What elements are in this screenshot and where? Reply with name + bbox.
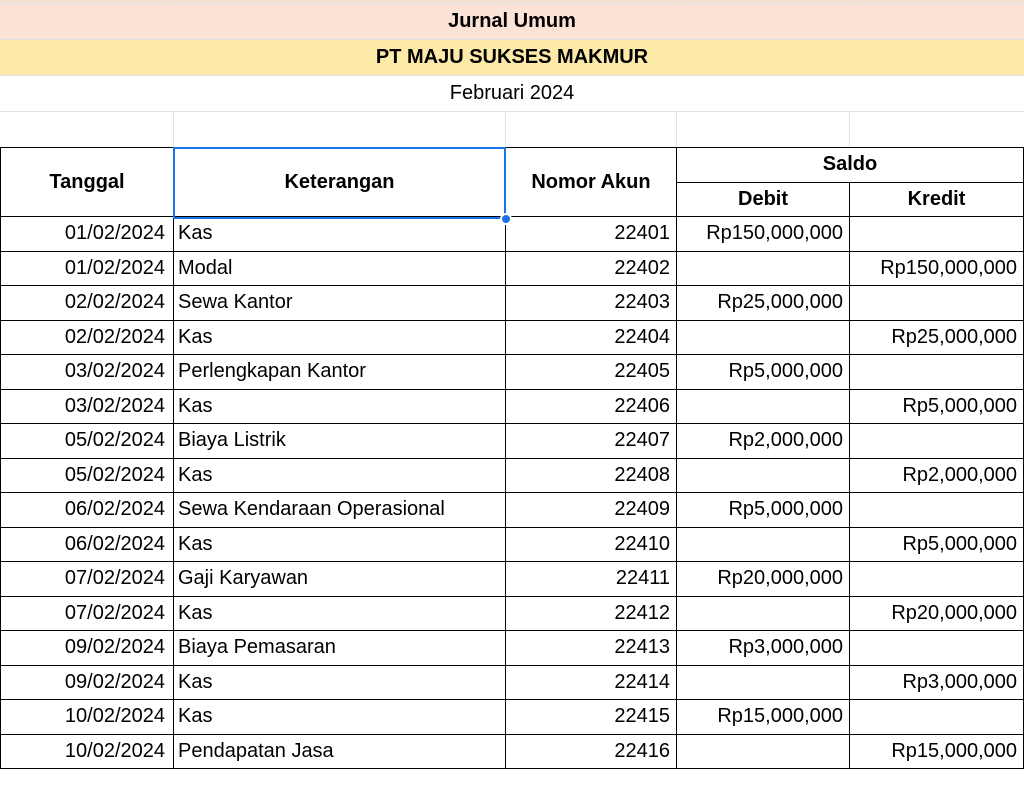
blank-row[interactable]	[0, 112, 1024, 148]
cell-kredit[interactable]	[850, 631, 1024, 666]
cell-debit[interactable]: Rp5,000,000	[677, 355, 850, 390]
cell-kredit[interactable]: Rp5,000,000	[850, 527, 1024, 562]
cell-debit[interactable]: Rp150,000,000	[677, 217, 850, 252]
cell-keterangan[interactable]: Modal	[174, 251, 506, 286]
cell-nomor-akun[interactable]: 22404	[506, 320, 677, 355]
cell-nomor-akun[interactable]: 22413	[506, 631, 677, 666]
col-header-tanggal[interactable]: Tanggal	[1, 148, 174, 217]
table-row	[1, 665, 1024, 700]
cell-tanggal[interactable]: 05/02/2024	[1, 424, 174, 459]
cell-nomor-akun[interactable]: 22408	[506, 458, 677, 493]
cell-nomor-akun[interactable]: 22409	[506, 493, 677, 528]
cell-keterangan[interactable]: Biaya Listrik	[174, 424, 506, 459]
cell-nomor-akun[interactable]: 22401	[506, 217, 677, 252]
cell-kredit[interactable]: Rp15,000,000	[850, 734, 1024, 769]
table-row	[1, 320, 1024, 355]
table-row	[1, 217, 1024, 252]
cell-keterangan[interactable]: Kas	[174, 389, 506, 424]
cell-debit[interactable]	[677, 320, 850, 355]
table-row	[1, 734, 1024, 769]
table-row	[1, 562, 1024, 597]
cell-debit[interactable]	[677, 665, 850, 700]
cell-debit[interactable]: Rp5,000,000	[677, 493, 850, 528]
cell-nomor-akun[interactable]: 22411	[506, 562, 677, 597]
cell-keterangan[interactable]: Kas	[174, 217, 506, 252]
table-row	[1, 389, 1024, 424]
grid-line	[505, 112, 506, 148]
cell-debit[interactable]	[677, 734, 850, 769]
cell-keterangan[interactable]: Pendapatan Jasa	[174, 734, 506, 769]
cell-nomor-akun[interactable]: 22416	[506, 734, 677, 769]
cell-keterangan[interactable]: Kas	[174, 320, 506, 355]
cell-nomor-akun[interactable]: 22406	[506, 389, 677, 424]
journal-title[interactable]: Jurnal Umum	[0, 4, 1024, 40]
cell-tanggal[interactable]: 03/02/2024	[1, 355, 174, 390]
table-row	[1, 700, 1024, 735]
cell-tanggal[interactable]: 01/02/2024	[1, 217, 174, 252]
fill-handle[interactable]	[500, 213, 512, 225]
cell-tanggal[interactable]: 06/02/2024	[1, 527, 174, 562]
cell-tanggal[interactable]: 10/02/2024	[1, 734, 174, 769]
cell-nomor-akun[interactable]: 22410	[506, 527, 677, 562]
grid-line	[676, 0, 677, 4]
cell-debit[interactable]	[677, 527, 850, 562]
cell-kredit[interactable]	[850, 355, 1024, 390]
cell-keterangan[interactable]: Sewa Kendaraan Operasional	[174, 493, 506, 528]
cell-tanggal[interactable]: 02/02/2024	[1, 320, 174, 355]
cell-kredit[interactable]	[850, 562, 1024, 597]
cell-tanggal[interactable]: 02/02/2024	[1, 286, 174, 321]
table-row	[1, 596, 1024, 631]
cell-kredit[interactable]: Rp150,000,000	[850, 251, 1024, 286]
cell-debit[interactable]	[677, 458, 850, 493]
table-row	[1, 286, 1024, 321]
cell-keterangan[interactable]: Kas	[174, 527, 506, 562]
cell-kredit[interactable]: Rp20,000,000	[850, 596, 1024, 631]
grid-line	[849, 0, 850, 4]
cell-debit[interactable]: Rp25,000,000	[677, 286, 850, 321]
cell-kredit[interactable]	[850, 493, 1024, 528]
table-row	[1, 527, 1024, 562]
col-header-kredit[interactable]: Kredit	[850, 182, 1024, 217]
cell-tanggal[interactable]: 07/02/2024	[1, 596, 174, 631]
cell-tanggal[interactable]: 06/02/2024	[1, 493, 174, 528]
cell-keterangan[interactable]: Kas	[174, 458, 506, 493]
cell-nomor-akun[interactable]: 22412	[506, 596, 677, 631]
cell-kredit[interactable]: Rp5,000,000	[850, 389, 1024, 424]
col-header-nomor-akun[interactable]: Nomor Akun	[506, 148, 677, 217]
cell-debit[interactable]	[677, 389, 850, 424]
cell-tanggal[interactable]: 09/02/2024	[1, 631, 174, 666]
col-header-debit[interactable]: Debit	[677, 182, 850, 217]
cell-keterangan[interactable]: Biaya Pemasaran	[174, 631, 506, 666]
cell-keterangan[interactable]: Perlengkapan Kantor	[174, 355, 506, 390]
cell-nomor-akun[interactable]: 22415	[506, 700, 677, 735]
cell-tanggal[interactable]: 07/02/2024	[1, 562, 174, 597]
col-header-saldo[interactable]: Saldo	[677, 148, 1024, 183]
cell-keterangan[interactable]: Kas	[174, 700, 506, 735]
grid-line	[849, 112, 850, 148]
cell-kredit[interactable]: Rp25,000,000	[850, 320, 1024, 355]
cell-debit[interactable]	[677, 251, 850, 286]
cell-keterangan[interactable]: Gaji Karyawan	[174, 562, 506, 597]
cell-nomor-akun[interactable]: 22402	[506, 251, 677, 286]
cell-kredit[interactable]: Rp3,000,000	[850, 665, 1024, 700]
table-row	[1, 251, 1024, 286]
table-row	[1, 424, 1024, 459]
cell-tanggal[interactable]: 10/02/2024	[1, 700, 174, 735]
journal-body	[1, 217, 1024, 769]
cell-kredit[interactable]	[850, 424, 1024, 459]
cell-debit[interactable]: Rp20,000,000	[677, 562, 850, 597]
cell-keterangan[interactable]: Sewa Kantor	[174, 286, 506, 321]
cell-kredit[interactable]: Rp2,000,000	[850, 458, 1024, 493]
cell-debit[interactable]	[677, 596, 850, 631]
period-label[interactable]: Februari 2024	[0, 76, 1024, 112]
cell-keterangan[interactable]: Kas	[174, 665, 506, 700]
cell-tanggal[interactable]: 03/02/2024	[1, 389, 174, 424]
grid-line	[173, 0, 174, 4]
cell-nomor-akun[interactable]: 22414	[506, 665, 677, 700]
table-row	[1, 458, 1024, 493]
cell-nomor-akun[interactable]: 22405	[506, 355, 677, 390]
cell-nomor-akun[interactable]: 22407	[506, 424, 677, 459]
journal-table	[0, 147, 1024, 769]
grid-line	[676, 112, 677, 148]
cell-tanggal[interactable]: 09/02/2024	[1, 665, 174, 700]
cell-tanggal[interactable]: 01/02/2024	[1, 251, 174, 286]
table-row	[1, 493, 1024, 528]
cell-tanggal[interactable]: 05/02/2024	[1, 458, 174, 493]
cell-kredit[interactable]	[850, 286, 1024, 321]
header-row	[1, 148, 1024, 183]
cell-debit[interactable]: Rp15,000,000	[677, 700, 850, 735]
table-row	[1, 631, 1024, 666]
grid-line	[505, 0, 506, 4]
cell-debit[interactable]: Rp3,000,000	[677, 631, 850, 666]
company-name[interactable]: PT MAJU SUKSES MAKMUR	[0, 40, 1024, 76]
cell-debit[interactable]: Rp2,000,000	[677, 424, 850, 459]
grid-line	[173, 112, 174, 148]
col-header-keterangan[interactable]: Keterangan	[174, 148, 506, 217]
cell-nomor-akun[interactable]: 22403	[506, 286, 677, 321]
cell-keterangan[interactable]: Kas	[174, 596, 506, 631]
table-row	[1, 355, 1024, 390]
cell-kredit[interactable]	[850, 700, 1024, 735]
cell-kredit[interactable]	[850, 217, 1024, 252]
